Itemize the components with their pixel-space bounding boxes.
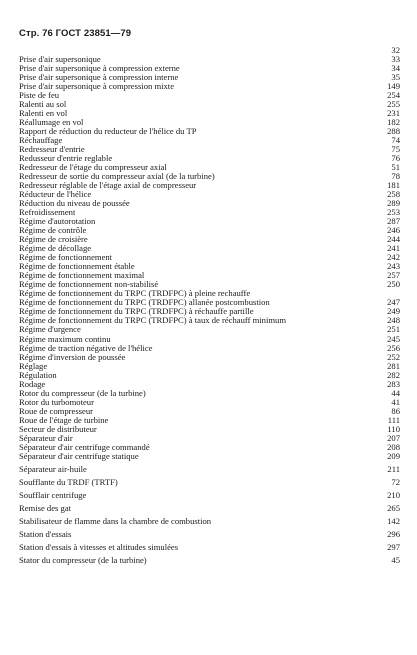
- index-entry: [19, 289, 400, 298]
- entry-number: 45: [391, 554, 400, 565]
- entry-number: 32: [391, 45, 400, 55]
- entry-term: Régime de fonctionnement non-stabilisé: [19, 280, 159, 290]
- entry-term: Secteur de distributeur: [19, 424, 97, 434]
- entry-term: Réduction du niveau de poussée: [19, 199, 130, 209]
- entry-term: Rapport de réduction du reducteur de l'hélice du TP: [19, 127, 197, 137]
- entry-number: 254: [387, 90, 400, 101]
- entry-number: 248: [387, 315, 400, 326]
- entry-term: Séparateur d'air centrifuge commandé: [19, 442, 150, 452]
- index-entry: [19, 504, 400, 513]
- entry-term: Réducteur de l'hélice: [19, 190, 92, 200]
- index-entry: [19, 91, 400, 100]
- index-entry: [19, 55, 400, 64]
- index-entry: [19, 136, 400, 145]
- entry-term: Régime de fonctionnement du TRPC (TRDFPC) allanée postcombustion: [19, 298, 270, 308]
- entry-number: 75: [391, 144, 400, 155]
- entry-term: Station d'essais à vitesses et altitudes simulées: [19, 542, 179, 552]
- entry-number: 282: [387, 369, 400, 380]
- entry-number: 255: [387, 99, 400, 110]
- entry-number: 243: [387, 261, 400, 272]
- entry-term: Stator du compresseur (de la turbine): [19, 555, 147, 565]
- index-entry: [19, 316, 400, 325]
- index-entry: [19, 389, 400, 398]
- index-entry: [19, 46, 400, 55]
- entry-number: 296: [387, 528, 400, 539]
- entry-number: 231: [387, 108, 400, 119]
- entry-term: Station d'essais: [19, 529, 72, 539]
- index-entry: [19, 190, 400, 199]
- entry-number: 207: [387, 432, 400, 443]
- entry-term: Ralenti en vol: [19, 109, 68, 119]
- entry-number: 257: [387, 270, 400, 281]
- index-entry: [19, 543, 400, 552]
- entry-number: 33: [391, 54, 400, 65]
- entry-term: Régime d'inversion de poussée: [19, 352, 126, 362]
- index-entry: [19, 380, 400, 389]
- index-entry: [19, 325, 400, 334]
- entry-term: Rotor du compresseur (de la turbine): [19, 388, 146, 398]
- entry-number: 250: [387, 279, 400, 290]
- entry-number: 211: [387, 463, 400, 474]
- entry-number: 247: [387, 297, 400, 308]
- index-entry: [19, 280, 400, 289]
- index-entry: [19, 465, 400, 474]
- entry-number: 245: [387, 333, 400, 344]
- entry-number: 246: [387, 225, 400, 236]
- index-entry: [19, 434, 400, 443]
- index-entry: [19, 82, 400, 91]
- entry-term: Régulation: [19, 370, 57, 380]
- entry-term: Redresseur d'entrie: [19, 145, 85, 155]
- entry-number: 74: [391, 135, 400, 146]
- index-entry: [19, 208, 400, 217]
- index-entry: [19, 443, 400, 452]
- index-entry: [19, 172, 400, 181]
- entry-number: 34: [391, 63, 400, 74]
- entry-term: Régime d'autorotation: [19, 217, 96, 227]
- entry-term: Roue de l'étage de turbine: [19, 415, 109, 425]
- index-entry: [19, 416, 400, 425]
- index-entry: [19, 118, 400, 127]
- index-entry: [19, 371, 400, 380]
- index-entry: [19, 199, 400, 208]
- entry-term: Régime de traction négative de l'hélice: [19, 343, 153, 353]
- entry-number: 256: [387, 342, 400, 353]
- entry-number: 111: [387, 414, 400, 425]
- entry-term: Prise d'air supersonique à compression mixte: [19, 82, 175, 92]
- index-entry: [19, 353, 400, 362]
- index-entry: [19, 556, 400, 565]
- entry-term: Redresseur réglable de l'étage axial de compresseur: [19, 181, 197, 191]
- index-entry: [19, 145, 400, 154]
- index-entry: [19, 244, 400, 253]
- index-entry: [19, 530, 400, 539]
- page-header: Стр. 76 ГОСТ 23851—79: [19, 28, 132, 39]
- entry-term: Séparateur d'air: [19, 433, 73, 443]
- entry-number: 44: [391, 387, 400, 398]
- entry-term: Piste de feu: [19, 91, 60, 101]
- entry-term: Prise d'air supersonique à compression interne: [19, 73, 179, 83]
- entry-number: 35: [391, 72, 400, 83]
- entry-term: Soufflair centrifuge: [19, 490, 87, 500]
- entry-number: 289: [387, 198, 400, 209]
- index-entry: [19, 154, 400, 163]
- entry-number: 209: [387, 450, 400, 461]
- index-entry: [19, 335, 400, 344]
- index-entry: [19, 452, 400, 461]
- entry-term: Réallumage en vol: [19, 118, 84, 128]
- entry-term: Régime d'urgence: [19, 325, 81, 335]
- entry-term: Prise d'air supersonique à compression externe: [19, 64, 180, 74]
- entry-term: Roue de compresseur: [19, 406, 93, 416]
- entry-term: Réchauffage: [19, 136, 63, 146]
- entry-number: 249: [387, 306, 400, 317]
- entry-term: Régime maximum continu: [19, 334, 111, 344]
- entry-term: Régime de fonctionnement: [19, 253, 113, 263]
- entry-term: Réglage: [19, 361, 48, 371]
- entry-term: Séparateur d'air centrifuge statique: [19, 451, 139, 461]
- term-index-list: [19, 46, 400, 565]
- entry-number: 78: [391, 171, 400, 182]
- entry-number: 265: [387, 502, 400, 513]
- entry-number: 251: [387, 324, 400, 335]
- index-entry: [19, 100, 400, 109]
- entry-number: 242: [387, 252, 400, 263]
- entry-term: Séparateur air-huile: [19, 464, 87, 474]
- entry-number: 142: [387, 515, 400, 526]
- entry-term: Redusseur d'entrie reglable: [19, 154, 113, 164]
- entry-term: Redresseur de l'étage du compresseur axial: [19, 163, 167, 173]
- entry-number: 208: [387, 441, 400, 452]
- entry-term: Régime de fonctionnement maximal: [19, 271, 145, 281]
- entry-number: 252: [387, 351, 400, 362]
- index-entry: [19, 253, 400, 262]
- entry-term: Soufflante du TRDF (TRTF): [19, 477, 118, 487]
- entry-term: Redresseur de sortie du compresseur axial (de la turbine): [19, 172, 215, 182]
- index-entry: [19, 478, 400, 487]
- index-entry: [19, 271, 400, 280]
- index-entry: [19, 163, 400, 172]
- index-entry: [19, 307, 400, 316]
- entry-term: Régime de contrôle: [19, 226, 87, 236]
- entry-number: 283: [387, 378, 400, 389]
- index-entry: [19, 344, 400, 353]
- index-entry: [19, 109, 400, 118]
- entry-number: 182: [387, 117, 400, 128]
- index-entry: [19, 262, 400, 271]
- index-entry: [19, 398, 400, 407]
- index-entry: [19, 181, 400, 190]
- entry-number: 253: [387, 207, 400, 218]
- index-entry: [19, 73, 400, 82]
- entry-number: 41: [391, 396, 400, 407]
- entry-term: Rotor du turbomoteur: [19, 397, 94, 407]
- entry-number: 110: [387, 423, 400, 434]
- entry-term: Stabilisateur de flamme dans la chambre de combustion: [19, 516, 212, 526]
- entry-term: Régime de fonctionnement du TRPC (TRDFPC) à pleine rechauffe: [19, 289, 251, 299]
- entry-number: 149: [387, 81, 400, 92]
- entry-number: 51: [391, 162, 400, 173]
- index-entry: [19, 407, 400, 416]
- entry-number: 287: [387, 216, 400, 227]
- entry-number: 297: [387, 541, 400, 552]
- entry-term: Refroidissement: [19, 208, 76, 218]
- entry-number: 181: [387, 180, 400, 191]
- entry-number: 241: [387, 243, 400, 254]
- entry-number: 244: [387, 234, 400, 245]
- entry-term: Régime de fonctionnement du TRPC (TRDFPC) à taux de réchauff minimum: [19, 316, 287, 326]
- index-entry: [19, 127, 400, 136]
- entry-term: Régime de croisière: [19, 235, 88, 245]
- entry-term: Ralenti au sol: [19, 100, 67, 110]
- entry-term: Régime de décollage: [19, 244, 92, 254]
- entry-term: Rodage: [19, 379, 46, 389]
- index-entry: [19, 362, 400, 371]
- entry-number: 281: [387, 360, 400, 371]
- entry-number: 72: [391, 476, 400, 487]
- index-entry: [19, 517, 400, 526]
- entry-number: 210: [387, 489, 400, 500]
- entry-term: Régime de fonctionnement étable: [19, 262, 135, 272]
- index-entry: [19, 298, 400, 307]
- entry-number: 76: [391, 153, 400, 164]
- entry-number: 86: [391, 405, 400, 416]
- entry-term: Régime de fonctionnement du TRPC (TRDFPC) à réchauffe partille: [19, 307, 254, 317]
- index-entry: [19, 226, 400, 235]
- entry-number: 288: [387, 126, 400, 137]
- index-entry: [19, 217, 400, 226]
- entry-number: 258: [387, 189, 400, 200]
- index-entry: [19, 491, 400, 500]
- index-entry: [19, 425, 400, 434]
- index-entry: [19, 64, 400, 73]
- index-entry: [19, 235, 400, 244]
- entry-term: Prise d'air supersonique: [19, 55, 101, 65]
- entry-term: Remise des gat: [19, 503, 72, 513]
